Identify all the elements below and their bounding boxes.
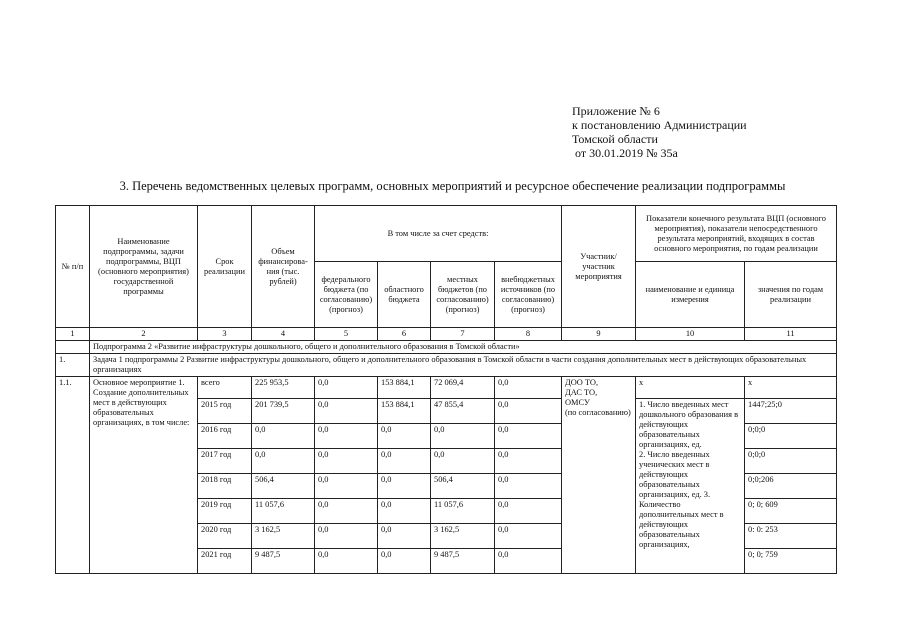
row-federal: 0,0 [315,549,378,574]
task-row [56,354,837,377]
row-regional: 0,0 [378,449,431,474]
row-volume: 506,4 [252,474,315,499]
appendix-block [572,104,747,160]
row-ind-value: 0;0;0 [745,424,837,449]
col-number: 11 [745,328,837,341]
indicator-total-name: х [636,377,745,399]
row-term: 2018 год [198,474,252,499]
row-ind-value: 0; 0; 759 [745,549,837,574]
header-term: Срок реализации [198,206,252,328]
header-ind-name: наименование и единица измерения [636,262,745,328]
appendix-line-3: Томской области [572,132,658,146]
row-volume: 201 739,5 [252,399,315,424]
header-federal: федерального бюджета (по согласованию) (прогноз) [315,262,378,328]
task-text: Задача 1 подпрограммы 2 Развитие инфраструктуры дошкольного, общего и дополнительного образования в Томской области в части создания дополнительных мест в действующих образовательных организациях [90,354,837,377]
appendix-line-2: к постановлению Администрации [572,118,747,132]
row-regional: 0,0 [378,474,431,499]
row-term: 2016 год [198,424,252,449]
header-name: Наименование подпрограммы, задачи подпрограммы, ВЦП (основного мероприятия) государственной программы [90,206,198,328]
task-num: 1. [56,354,90,377]
row-local: 506,4 [431,474,495,499]
col-number: 8 [495,328,562,341]
row-term: 2020 год [198,524,252,549]
row-ind-value: 1447;25;0 [745,399,837,424]
row-extra: 0,0 [495,377,562,399]
row-extra: 0,0 [495,474,562,499]
row-volume: 0,0 [252,424,315,449]
row-federal: 0,0 [315,499,378,524]
activity-name: Основное мероприятие 1. Создание дополнительных мест в действующих образовательных организациях, в том числе: [90,377,198,574]
row-regional: 0,0 [378,549,431,574]
row-local: 0,0 [431,449,495,474]
document-title: 3. Перечень ведомственных целевых программ, основных мероприятий и ресурсное обеспечение реализации подпрограммы [119,179,786,193]
row-regional: 0,0 [378,524,431,549]
header-regional: областного бюджета [378,262,431,328]
header-sources-group: В том числе за счет средств: [315,206,562,262]
row-regional: 153 884,1 [378,399,431,424]
row-ind-value: 0;0;206 [745,474,837,499]
activity-num: 1.1. [56,377,90,574]
row-volume: 9 487,5 [252,549,315,574]
row-extra: 0,0 [495,399,562,424]
col-number: 7 [431,328,495,341]
row-term: 2019 год [198,499,252,524]
col-number: 3 [198,328,252,341]
col-number: 10 [636,328,745,341]
header-ind-values: значения по годам реализации [745,262,837,328]
row-local: 11 057,6 [431,499,495,524]
subprogram-row [56,341,837,354]
row-extra: 0,0 [495,524,562,549]
col-number: 1 [56,328,90,341]
header-volume: Объем финансирова-ния (тыс. рублей) [252,206,315,328]
row-federal: 0,0 [315,377,378,399]
row-volume: 225 953,5 [252,377,315,399]
col-number: 6 [378,328,431,341]
row-federal: 0,0 [315,399,378,424]
row-ind-value: 0: 0: 253 [745,524,837,549]
subprogram-title: Подпрограмма 2 «Развитие инфраструктуры дошкольного, общего и дополнительного образования в Томской области» [90,341,837,354]
row-regional: 0,0 [378,499,431,524]
row-federal: 0,0 [315,424,378,449]
row-extra: 0,0 [495,424,562,449]
col-number: 5 [315,328,378,341]
row-volume: 0,0 [252,449,315,474]
row-local: 9 487,5 [431,549,495,574]
indicator-total-value: х [745,377,837,399]
header-participant: Участник/ участник мероприятия [562,206,636,328]
row-federal: 0,0 [315,524,378,549]
row-volume: 3 162,5 [252,524,315,549]
header-indicators-group: Показатели конечного результата ВЦП (основного мероприятия), показатели непосредственного результата мероприятий, входящих в состав основного мероприятия, по годам реализации [636,206,837,262]
row-extra: 0,0 [495,449,562,474]
row-regional: 0,0 [378,424,431,449]
row-local: 0,0 [431,424,495,449]
row-extra: 0,0 [495,549,562,574]
col-number: 2 [90,328,198,341]
row-term: 2017 год [198,449,252,474]
col-number: 4 [252,328,315,341]
col-number: 9 [562,328,636,341]
row-term: всего [198,377,252,399]
row-local: 47 855,4 [431,399,495,424]
row-term: 2015 год [198,399,252,424]
program-table [55,205,837,574]
header-local: местных бюджетов (по согласованию) (прогноз) [431,262,495,328]
row-regional: 153 884,1 [378,377,431,399]
column-numbers-row [56,328,837,341]
row-ind-value: 0;0;0 [745,449,837,474]
header-extra: внебюджетных источников (по согласованию) (прогноз) [495,262,562,328]
row-federal: 0,0 [315,474,378,499]
row-volume: 11 057,6 [252,499,315,524]
appendix-line-1: Приложение № 6 [572,104,660,118]
row-local: 72 069,4 [431,377,495,399]
row-federal: 0,0 [315,449,378,474]
activity-participant: ДОО ТО, ДАС ТО, ОМСУ (по согласованию) [562,377,636,574]
row-term: 2021 год [198,549,252,574]
table-row [56,377,837,399]
row-extra: 0,0 [495,499,562,524]
row-ind-value: 0; 0; 609 [745,499,837,524]
indicator-name: 1. Число введенных мест дошкольного образования в действующих образовательных организациях, ед. 2. Число введенных ученических мест в действующих образовательных организациях, ед. 3. Количество дополнительных мест в действующих образовательных организациях, [636,399,745,574]
row-local: 3 162,5 [431,524,495,549]
appendix-line-4: от 30.01.2019 № 35а [572,146,678,160]
header-row-top [56,206,837,262]
header-num: № п/п [56,206,90,328]
